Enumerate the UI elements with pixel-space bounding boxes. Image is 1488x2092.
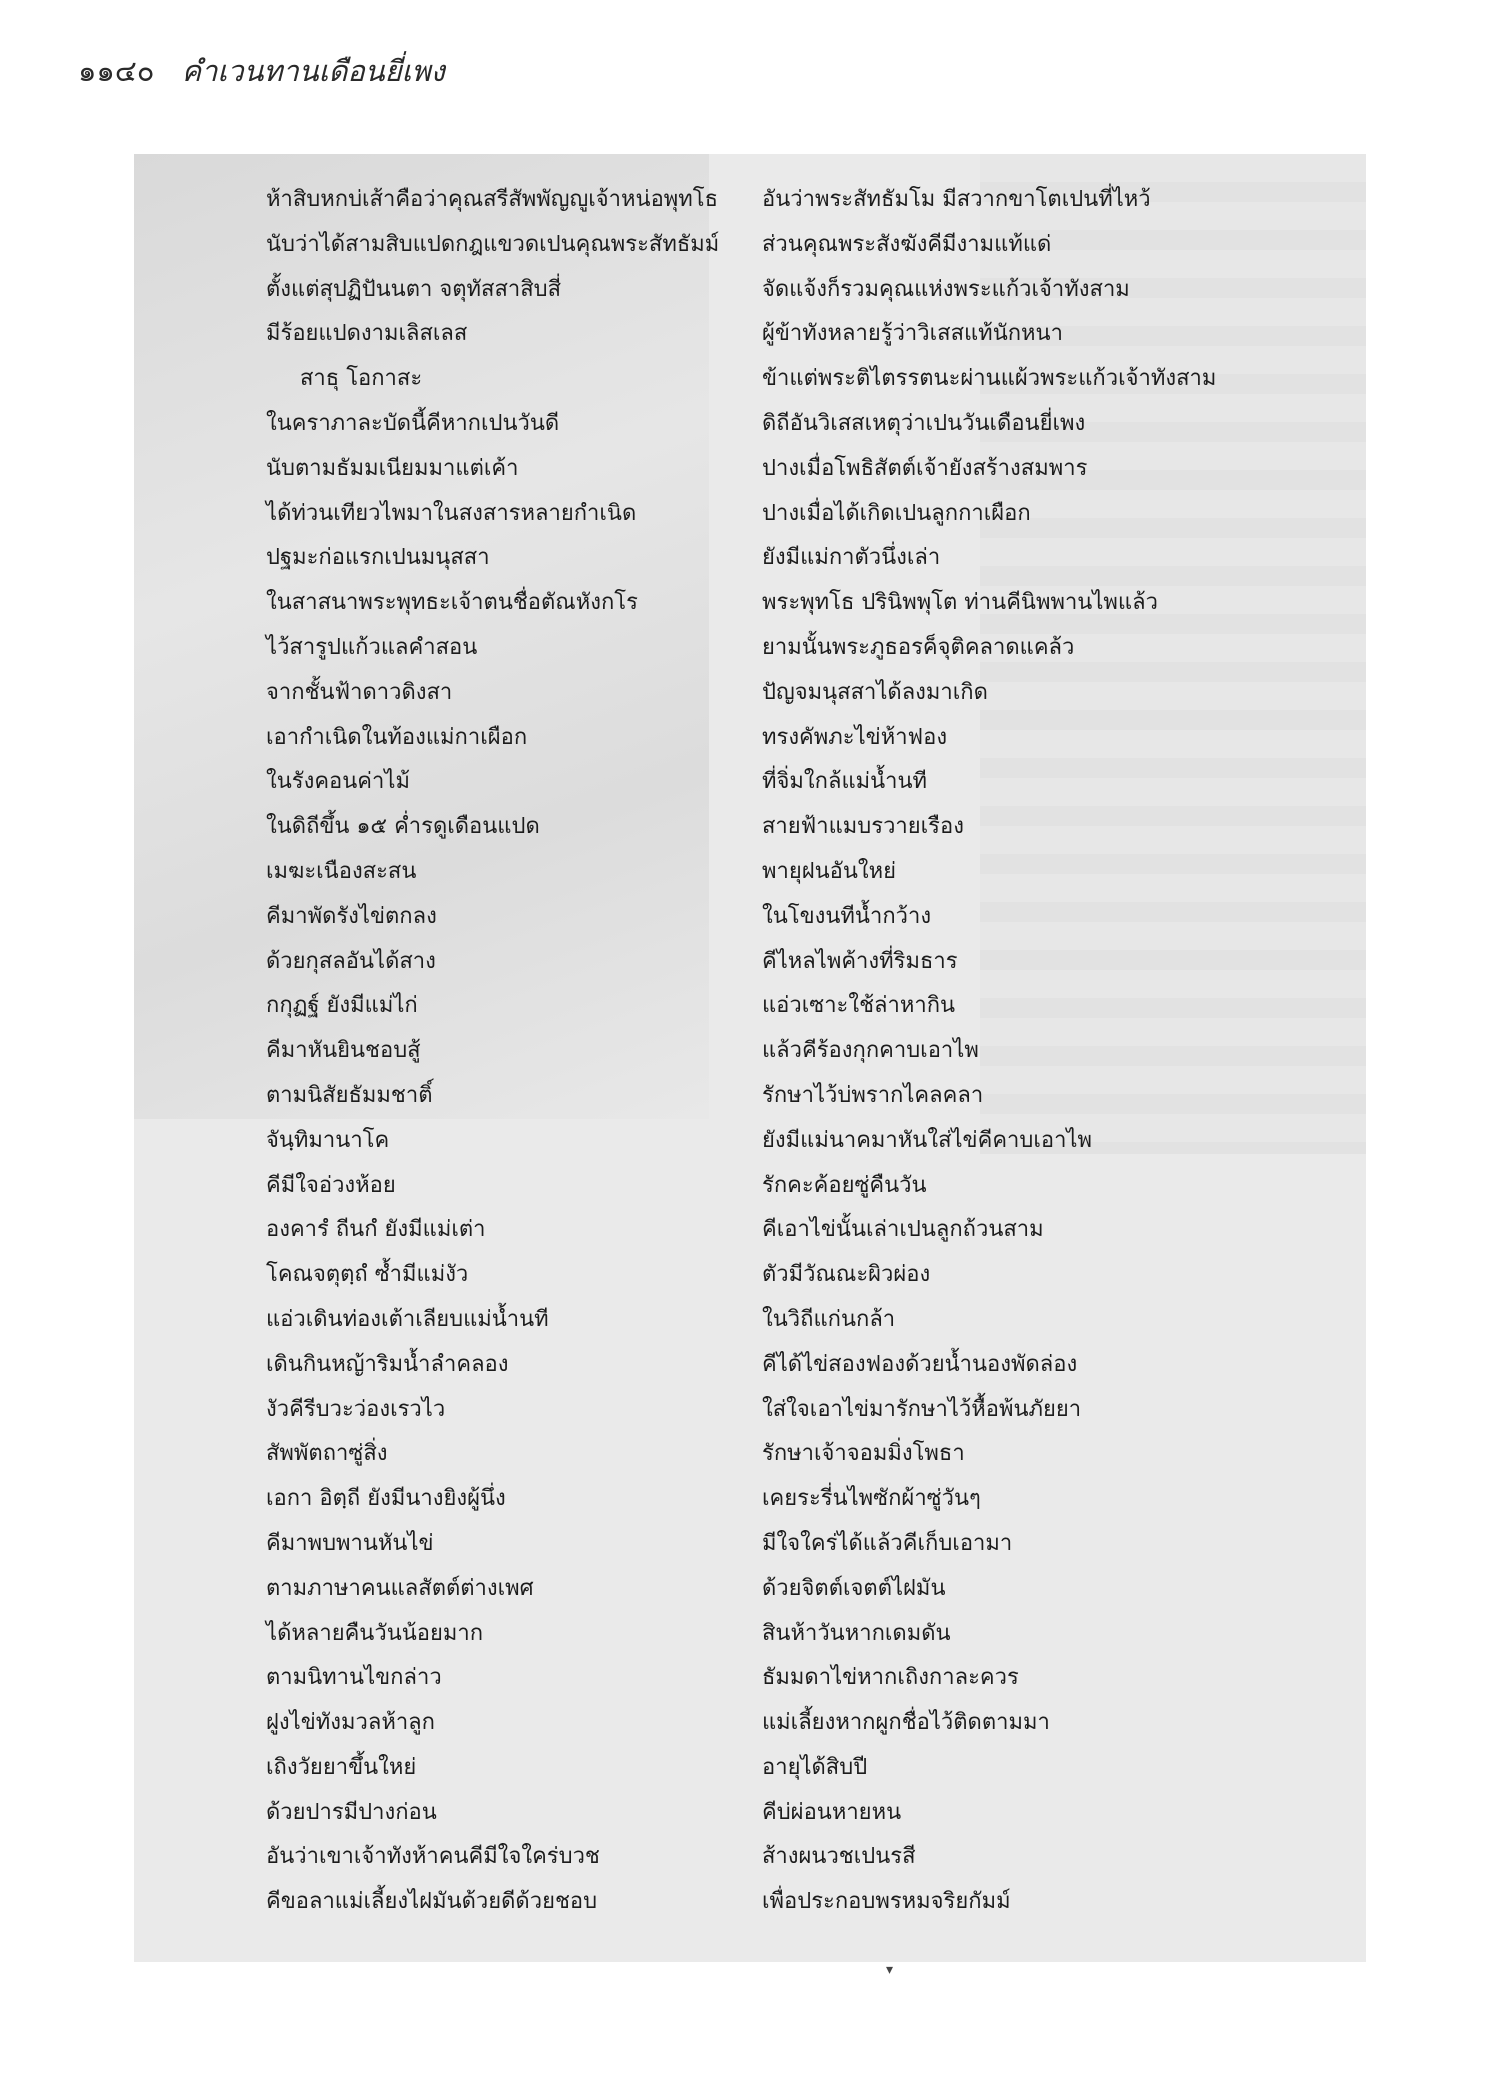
verse-left: ตั้งแต่สุปฏิปันนตา จตุทัสสาสิบสี่ bbox=[266, 276, 562, 302]
verse-left: ได้หลายคืนวันน้อยมาก bbox=[266, 1620, 484, 1646]
verse-row bbox=[0, 1477, 1488, 1522]
verse-row bbox=[0, 1208, 1488, 1253]
verse-left: งัวคีรีบวะว่องเรวไว bbox=[266, 1396, 446, 1422]
verse-right: คีได้ไข่สองฟองด้วยน้ำนองพัดล่อง bbox=[762, 1351, 1078, 1377]
verse-row bbox=[0, 581, 1488, 626]
verse-right: รักษาไว้บ่พรากไคลคลา bbox=[762, 1082, 984, 1108]
verse-left: ฝูงไข่ทังมวลห้าลูก bbox=[266, 1710, 435, 1736]
verse-right: แม่เลี้ยงหากผูกชื่อไว้ติดตามมา bbox=[762, 1710, 1050, 1736]
verse-right: มีใจใคร่ได้แล้วคีเก็บเอามา bbox=[762, 1530, 1013, 1556]
verse-left: เถิงวัยยาขึ้นใหย่ bbox=[266, 1754, 417, 1780]
verse-row bbox=[0, 402, 1488, 447]
verse-right: ด้วยจิตต์เจตต์ไฝมัน bbox=[762, 1575, 946, 1601]
verse-right: ใส่ใจเอาไข่มารักษาไว้หื้อพ้นภัยยา bbox=[762, 1396, 1082, 1422]
verse-row bbox=[0, 1164, 1488, 1209]
verse-left: ตามนิทานไขกล่าว bbox=[266, 1665, 442, 1691]
verse-left: นับว่าได้สามสิบแปดกฎแขวดเปนคุณพระสัทธัมม์ bbox=[266, 231, 720, 257]
verse-right: เพื่อประกอบพรหมจริยกัมม์ bbox=[762, 1889, 1011, 1915]
verse-left: กกุฏฐ์ ยังมีแม่ไก่ bbox=[266, 993, 418, 1019]
verse-row bbox=[0, 492, 1488, 537]
verse-right: ตัวมีวัณณะผิวผ่อง bbox=[762, 1262, 931, 1288]
verse-left: คีมาพัดรังไข่ตกลง bbox=[266, 903, 437, 929]
verse-row bbox=[0, 671, 1488, 716]
verse-right: ธัมมดาไข่หากเถิงกาละควร bbox=[762, 1665, 1019, 1691]
verse-row bbox=[0, 1343, 1488, 1388]
verse-right: แอ่วเซาะใช้ล่าหากิน bbox=[762, 993, 956, 1019]
verse-left: สัพพัตถาซู่สิ่ง bbox=[266, 1441, 388, 1467]
verse-right: ผู้ข้าทังหลายรู้ว่าวิเสสแท้นักหนา bbox=[762, 321, 1063, 347]
verse-row bbox=[0, 1298, 1488, 1343]
verse-left: คีมาหันยินชอบสู้ bbox=[266, 1038, 421, 1064]
verse-row bbox=[0, 1567, 1488, 1612]
verse-left: ไว้สารูปแก้วแลคำสอน bbox=[266, 634, 478, 660]
verse-right: ในวิถีแก่นกล้า bbox=[762, 1306, 896, 1332]
verse-right: จัดแจ้งก็รวมคุณแห่งพระแก้วเจ้าทังสาม bbox=[762, 276, 1130, 302]
verse-row bbox=[0, 1432, 1488, 1477]
verse-left: เดินกินหญ้าริมน้ำลำคลอง bbox=[266, 1351, 509, 1377]
verse-left: ด้วยกุสลอันได้สาง bbox=[266, 948, 436, 974]
verse-row bbox=[0, 1612, 1488, 1657]
verse-right: ปางเมื่อโพธิสัตต์เจ้ายังสร้างสมพาร bbox=[762, 455, 1088, 481]
verse-row bbox=[0, 1253, 1488, 1298]
verse-right: พระพุทโธ ปรินิพพุโต ท่านคีนิพพานไพแล้ว bbox=[762, 590, 1158, 616]
verse-row bbox=[0, 312, 1488, 357]
verse-row bbox=[0, 716, 1488, 761]
verse-right: แล้วคีร้องกุกคาบเอาไพ bbox=[762, 1038, 979, 1064]
verse-row bbox=[0, 1388, 1488, 1433]
verse-left: ตามนิสัยธัมมชาติ์ bbox=[266, 1082, 433, 1108]
verse-row bbox=[0, 268, 1488, 313]
verse-right: อายุได้สิบปี bbox=[762, 1754, 868, 1780]
verse-row bbox=[0, 1835, 1488, 1880]
verse-row bbox=[0, 1791, 1488, 1836]
verse-row bbox=[0, 536, 1488, 581]
verse-left: ปฐมะก่อแรกเปนมนุสสา bbox=[266, 545, 490, 571]
verse-row bbox=[0, 626, 1488, 671]
verse-left: โคณจตุตฺถํ ซ้ำมีแม่งัว bbox=[266, 1262, 469, 1288]
verse-row bbox=[0, 1701, 1488, 1746]
verse-right: ในโขงนทีน้ำกว้าง bbox=[762, 903, 932, 929]
verse-right: เคยระรี่นไพซักผ้าซู่วันๆ bbox=[762, 1486, 981, 1512]
verse-right: ปางเมื่อได้เกิดเปนลูกกาเผือก bbox=[762, 500, 1031, 526]
verse-row bbox=[0, 447, 1488, 492]
verse-row bbox=[0, 850, 1488, 895]
verse-right: ยามนั้นพระภูธอรค็จุติคลาดแคล้ว bbox=[762, 634, 1075, 660]
verse-right: ที่จิ่มใกล้แม่น้ำนที bbox=[762, 769, 928, 795]
verse-right: คีไหลไพค้างที่ริมธาร bbox=[762, 948, 958, 974]
verse-row bbox=[0, 1522, 1488, 1567]
verse-right: ปัญจมนุสสาได้ลงมาเกิด bbox=[762, 679, 988, 705]
verse-right: อันว่าพระสัทธัมโม มีสวากขาโตเปนที่ไหว้ bbox=[762, 187, 1151, 212]
verse-left: สาธุ โอกาสะ bbox=[300, 366, 423, 392]
verse-right: ส้างผนวชเปนรสี bbox=[762, 1844, 916, 1870]
verse-left: ตามภาษาคนแลสัตต์ต่างเพศ bbox=[266, 1575, 534, 1601]
verse-row bbox=[0, 895, 1488, 940]
verse-left: เอากำเนิดในท้องแม่กาเผือก bbox=[266, 724, 528, 750]
verse-right: ข้าแต่พระติไตรรตนะผ่านแผ้วพระแก้วเจ้าทังสาม bbox=[762, 366, 1217, 392]
verse-left: ในสาสนาพระพุทธะเจ้าตนชื่อตัณหังกโร bbox=[266, 590, 638, 616]
verse-row bbox=[0, 984, 1488, 1029]
verse-right: ดิถีอันวิเสสเหตุว่าเปนวันเดือนยี่เพง bbox=[762, 410, 1086, 436]
verse-left: เมฆะเนืองสะสน bbox=[266, 858, 417, 884]
verse-right: สินห้าวันหากเดมดัน bbox=[762, 1620, 951, 1646]
verse-left: จันฺทิมานาโค bbox=[266, 1127, 390, 1153]
verse-right: รักคะค้อยซู่คืนวัน bbox=[762, 1172, 927, 1198]
verse-left: ด้วยปารมีปางก่อน bbox=[266, 1799, 437, 1825]
verse-left: จากชั้นฟ้าดาวดิงสา bbox=[266, 679, 453, 705]
verse-right: ทรงคัพภะไข่ห้าฟอง bbox=[762, 724, 948, 750]
verse-row bbox=[0, 1074, 1488, 1119]
verse-right: คีบ่ผ่อนหายหน bbox=[762, 1799, 902, 1825]
verse-left: องคารํ ถีนกํ ยังมีแม่เต่า bbox=[266, 1217, 486, 1243]
verse-left: อันว่าเขาเจ้าทังห้าคนคีมีใจใคร่บวช bbox=[266, 1844, 600, 1870]
verse-row bbox=[0, 357, 1488, 402]
verse-left: ในดิถีขึ้น ๑๕ ค่ำรดูเดือนแปด bbox=[266, 814, 540, 840]
verse-row bbox=[0, 178, 1488, 223]
verse-left: ในคราภาละบัดนี้คีหากเปนวันดี bbox=[266, 410, 560, 436]
verse-right: ยังมีแม่กาตัวนึ่งเล่า bbox=[762, 545, 941, 571]
verse-right: รักษาเจ้าจอมมิ่งโพธา bbox=[762, 1441, 965, 1467]
verse-row bbox=[0, 1656, 1488, 1701]
verse-row bbox=[0, 1746, 1488, 1791]
verse-right: พายุฝนอันใหย่ bbox=[762, 858, 897, 884]
verse-right: คีเอาไข่นั้นเล่าเปนลูกถ้วนสาม bbox=[762, 1217, 1044, 1243]
verse-row bbox=[0, 760, 1488, 805]
verse-row bbox=[0, 223, 1488, 268]
verse-left: มีร้อยแปดงามเลิสเลส bbox=[266, 321, 468, 347]
verse-left: คีมีใจอ่วงห้อย bbox=[266, 1172, 396, 1198]
verse-right: ส่วนคุณพระสังฆังคีมีงามแท้แด่ bbox=[762, 231, 1052, 257]
verse-right: ยังมีแม่นาคมาหันใส่ไข่คีคาบเอาไพ bbox=[762, 1127, 1092, 1153]
verse-left: คีขอลาแม่เลี้ยงไฝมันด้วยดีด้วยชอบ bbox=[266, 1889, 598, 1915]
page-mark: ▾ bbox=[886, 1962, 894, 1978]
verse-row bbox=[0, 1029, 1488, 1074]
verse-left: แอ่วเดินท่องเต้าเลียบแม่น้ำนที bbox=[266, 1306, 549, 1332]
verse-left: เอกา อิตฺถี ยังมีนางยิงผู้นึ่ง bbox=[266, 1486, 506, 1512]
page-header bbox=[78, 48, 445, 94]
verse-row bbox=[0, 805, 1488, 850]
running-title: คำเวนทานเดือนยี่เพง bbox=[181, 54, 445, 88]
verse-right: สายฟ้าแมบรวายเรือง bbox=[762, 814, 964, 840]
verse-left: คีมาพบพานหันไข่ bbox=[266, 1530, 434, 1556]
verse-row bbox=[0, 1880, 1488, 1925]
verse-left: ในรังคอนค่าไม้ bbox=[266, 769, 410, 795]
page-number: ๑๑๔๐ bbox=[78, 54, 155, 88]
verse-left: ห้าสิบหกบ่เส้าคือว่าคุณสรีสัพพัญญูเจ้าหน่อพุทโธ bbox=[266, 187, 719, 212]
verse-left: ได้ท่วนเทียวไพมาในสงสารหลายกำเนิด bbox=[266, 500, 637, 526]
verse-row bbox=[0, 940, 1488, 985]
verse-table bbox=[0, 178, 1488, 1925]
verse-left: นับตามธัมมเนียมมาแต่เค้า bbox=[266, 455, 519, 481]
verse-row bbox=[0, 1119, 1488, 1164]
